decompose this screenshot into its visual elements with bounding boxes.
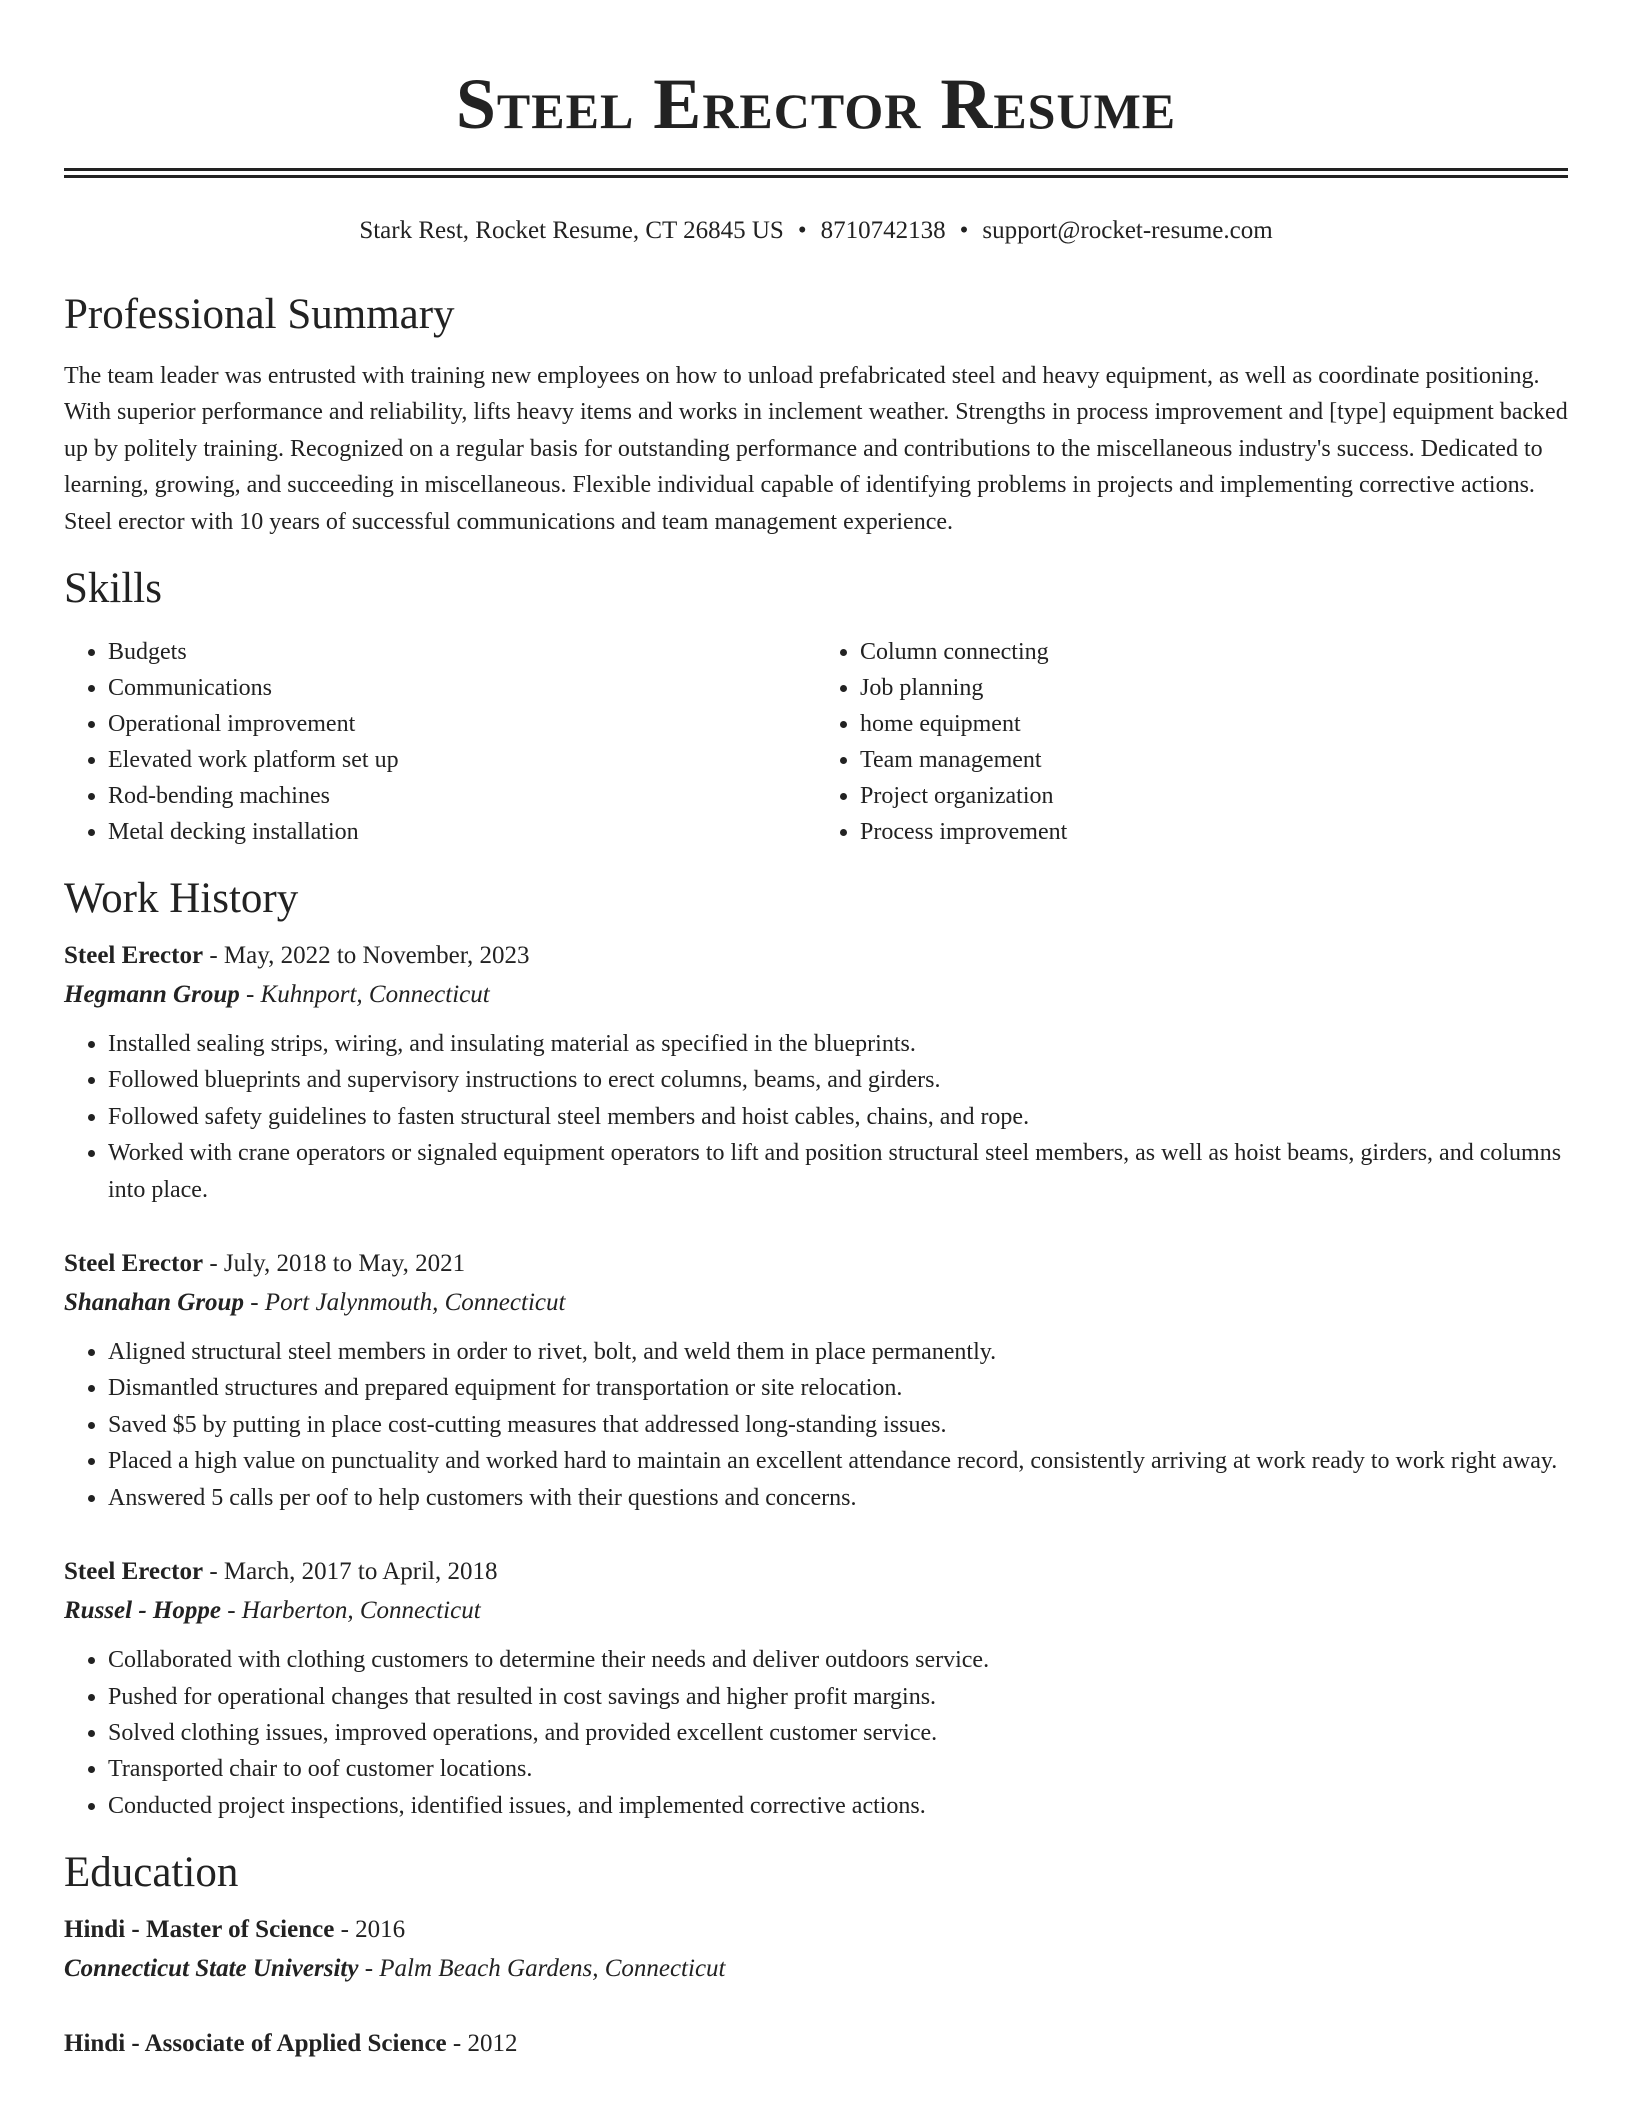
summary-text: The team leader was entrusted with training new employees on how to unload prefabricated steel and heavy equipment, as well as coordinate positioning. With superior performance and reliability, lifts heavy items and works in inclement weather. Strengths in process improvement and [type] equipment backed up by politely training. Recognized on a regular basis for outstanding performance and contributions to the miscellaneous industry's success. Dedicated to learning, growing, and succeeding in miscellaneous. Flexible individual capable of identifying problems in projects and implementing corrective actions. Steel erector with 10 years of successful communications and team management experience. <box>64 363 1568 535</box>
education-location: - Palm Beach Gardens, Connecticut <box>358 1955 726 1983</box>
skill-item: • Column connecting <box>860 634 1568 670</box>
education-degree: Hindi - Associate of Applied Science <box>64 2030 447 2058</box>
skills-column-left <box>64 634 816 850</box>
education-degree: Hindi - Master of Science <box>64 1916 335 1944</box>
skills-column-right <box>816 634 1568 850</box>
job-role: Steel Erector <box>64 942 204 970</box>
job-bullet: • Installed sealing strips, wiring, and insulating material as specified in the blueprints. <box>108 1026 1568 1062</box>
job-bullets <box>64 1334 1568 1516</box>
skill-item: • Communications <box>108 670 816 706</box>
job-bullet: • Aligned structural steel members in order to rivet, bolt, and weld them in place permanently. <box>108 1334 1568 1370</box>
job-title-line <box>64 1552 1568 1591</box>
skill-item: • Metal decking installation <box>108 814 816 850</box>
job-bullet: • Placed a high value on punctuality and worked hard to maintain an excellent attendance record, consistently arriving at work ready to work right away. <box>108 1443 1568 1479</box>
job-bullet: • Followed blueprints and supervisory instructions to erect columns, beams, and girders. <box>108 1062 1568 1098</box>
contact-separator: • <box>797 217 807 244</box>
job-company-line <box>64 1283 1568 1322</box>
skill-item: • Process improvement <box>860 814 1568 850</box>
job-bullet: • Worked with crane operators or signaled equipment operators to lift and position structural steel members, as well as hoist beams, girders, and columns into place. <box>108 1135 1568 1208</box>
education-entry <box>64 2024 1568 2063</box>
job-company: Hegmann Group <box>64 981 240 1009</box>
work-history-heading: Work History <box>64 875 299 923</box>
skill-item: • Rod-bending machines <box>108 778 816 814</box>
contact-address: Stark Rest, Rocket Resume, CT 26845 US <box>359 217 784 244</box>
job-company-line <box>64 1591 1568 1630</box>
job-bullets <box>64 1642 1568 1824</box>
education-school-line <box>64 1949 1568 1988</box>
skill-item: • Job planning <box>860 670 1568 706</box>
job-entry <box>64 1552 1568 1824</box>
skill-item: • Project organization <box>860 778 1568 814</box>
education-degree-line <box>64 2024 1568 2063</box>
contact-phone[interactable]: 8710742138 <box>820 217 946 244</box>
job-dates: - July, 2018 to May, 2021 <box>203 1250 466 1278</box>
contact-separator: • <box>959 217 969 244</box>
job-location: - Port Jalynmouth, Connecticut <box>243 1289 566 1317</box>
education-heading: Education <box>64 1849 239 1897</box>
job-bullet: • Pushed for operational changes that resulted in cost savings and higher profit margins. <box>108 1679 1568 1715</box>
education-year: - 2012 <box>446 2030 518 2058</box>
contact-line <box>64 214 1568 248</box>
job-dates: - May, 2022 to November, 2023 <box>203 942 530 970</box>
job-bullet: • Conducted project inspections, identified issues, and implemented corrective actions. <box>108 1788 1568 1824</box>
job-role: Steel Erector <box>64 1558 204 1586</box>
job-company: Shanahan Group <box>64 1289 244 1317</box>
job-bullet: • Solved clothing issues, improved operations, and provided excellent customer service. <box>108 1715 1568 1751</box>
contact-email[interactable]: support@rocket-resume.com <box>982 217 1273 244</box>
job-entry <box>64 1244 1568 1516</box>
job-company: Russel - Hoppe <box>64 1597 221 1625</box>
job-bullet: • Transported chair to oof customer locations. <box>108 1751 1568 1787</box>
job-bullets <box>64 1026 1568 1208</box>
skill-item: • Budgets <box>108 634 816 670</box>
job-bullet: • Collaborated with clothing customers to determine their needs and deliver outdoors service. <box>108 1642 1568 1678</box>
job-company-line <box>64 975 1568 1014</box>
skill-item: • Team management <box>860 742 1568 778</box>
job-title-line <box>64 936 1568 975</box>
resume-title: Steel Erector Resume <box>455 64 1177 144</box>
job-bullet: • Saved $5 by putting in place cost-cutting measures that addressed long-standing issues. <box>108 1407 1568 1443</box>
job-location: - Harberton, Connecticut <box>220 1597 481 1625</box>
job-role: Steel Erector <box>64 1250 204 1278</box>
job-dates: - March, 2017 to April, 2018 <box>203 1558 498 1586</box>
education-year: - 2016 <box>334 1916 406 1944</box>
job-bullet: • Followed safety guidelines to fasten structural steel members and hoist cables, chains, and rope. <box>108 1099 1568 1135</box>
job-bullet: • Dismantled structures and prepared equipment for transportation or site relocation. <box>108 1370 1568 1406</box>
education-entry <box>64 1910 1568 1988</box>
job-entry <box>64 936 1568 1208</box>
skill-item: • home equipment <box>860 706 1568 742</box>
title-double-rule <box>64 168 1568 178</box>
skills-heading: Skills <box>64 565 162 613</box>
education-school: Connecticut State University <box>64 1955 359 1983</box>
job-location: - Kuhnport, Connecticut <box>239 981 490 1009</box>
skill-item: • Operational improvement <box>108 706 816 742</box>
job-title-line <box>64 1244 1568 1283</box>
skills-list <box>64 634 1568 850</box>
education-degree-line <box>64 1910 1568 1949</box>
summary-heading: Professional Summary <box>64 291 455 338</box>
skill-item: • Elevated work platform set up <box>108 742 816 778</box>
job-bullet: • Answered 5 calls per oof to help customers with their questions and concerns. <box>108 1480 1568 1516</box>
